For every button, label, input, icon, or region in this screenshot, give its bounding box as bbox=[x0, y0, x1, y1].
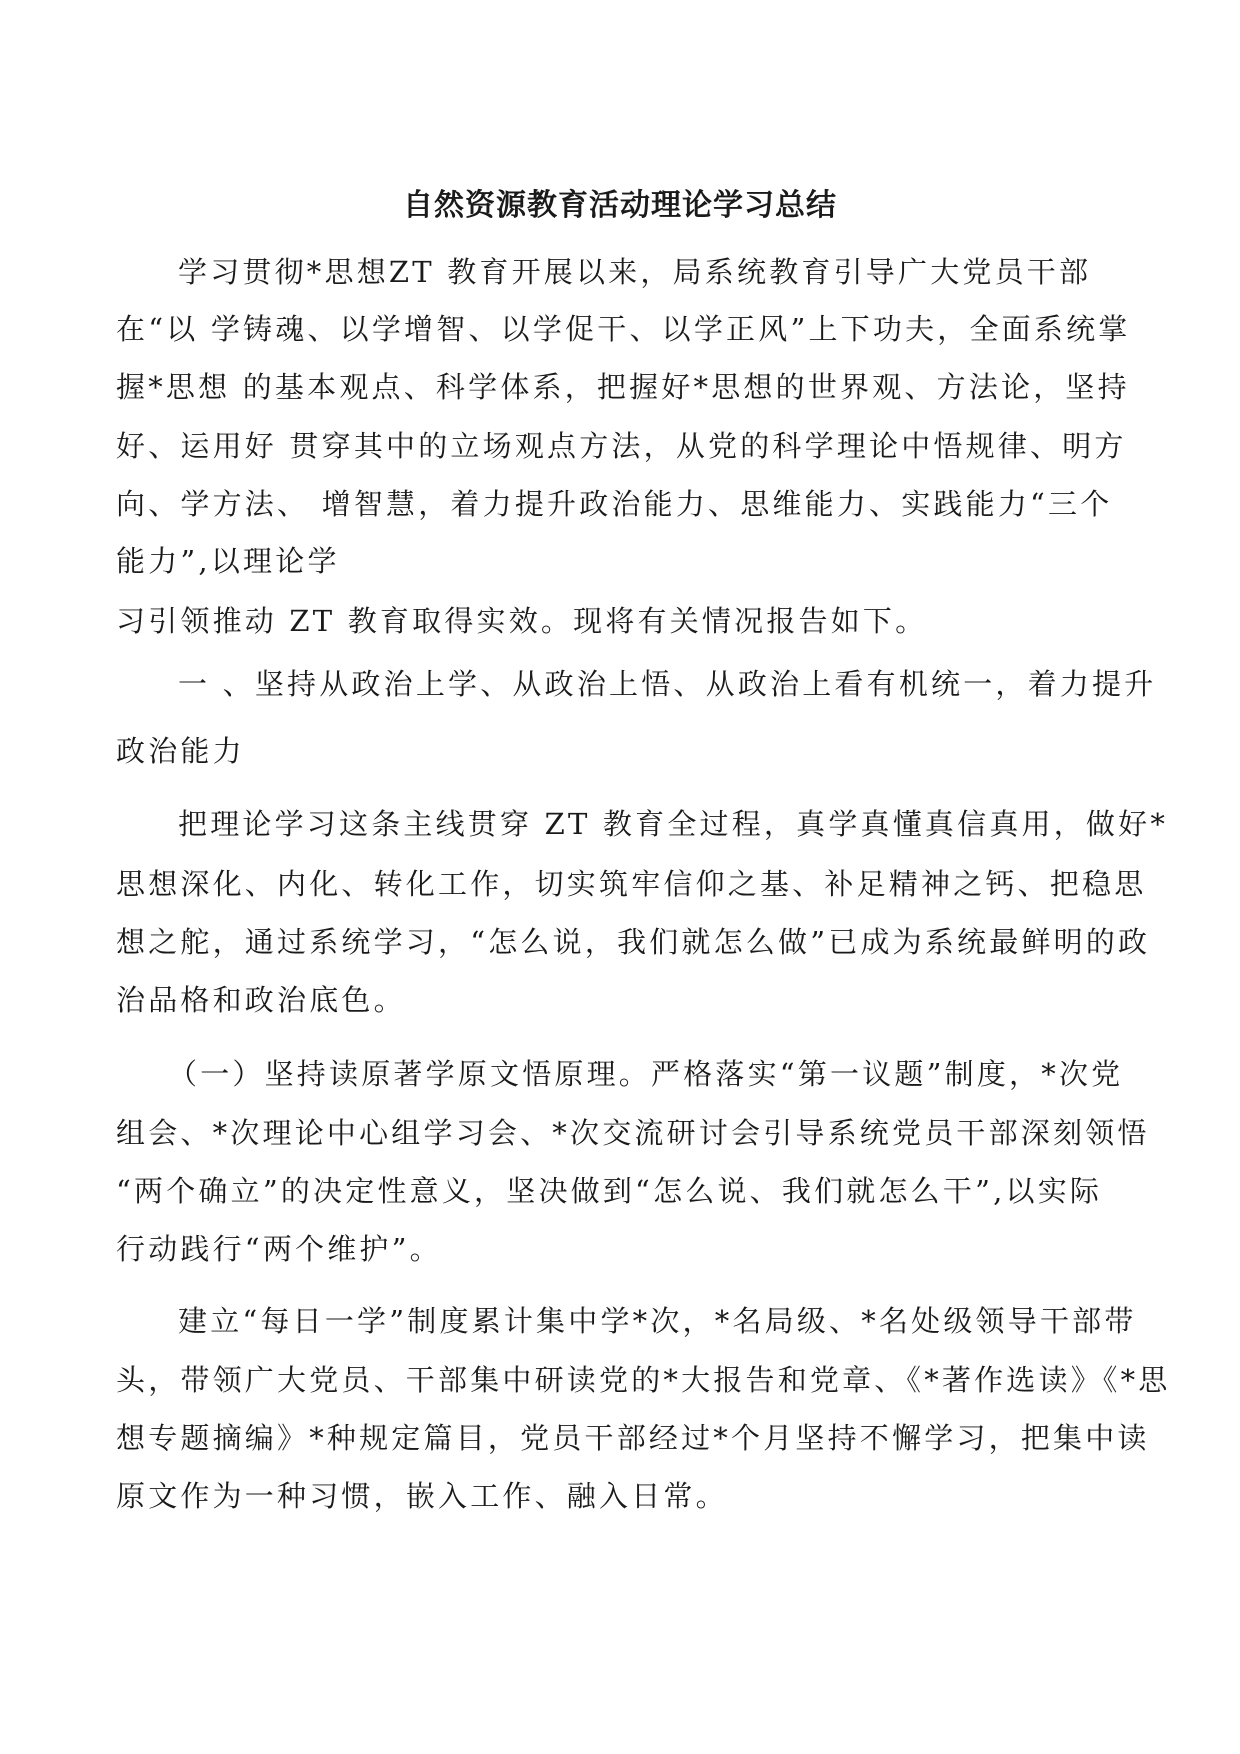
paragraph-line: 握*思想 的基本观点、科学体系，把握好*思想的世界观、方法论，坚持 bbox=[116, 370, 1130, 404]
paragraph-line: 学习贯彻*思想ZT 教育开展以来，局系统教育引导广大党员干部 bbox=[178, 255, 1092, 289]
paragraph-line: 组会、*次理论中心组学习会、*次交流研讨会引导系统党员干部深刻领悟 bbox=[116, 1116, 1150, 1150]
paragraph-line: “两个确立”的决定性意义，坚决做到“怎么说、我们就怎么干”,以实际 bbox=[116, 1174, 1103, 1208]
paragraph-line: 想专题摘编》*种规定篇目，党员干部经过*个月坚持不懈学习，把集中读 bbox=[116, 1421, 1150, 1455]
paragraph-line: 行动践行“两个维护”。 bbox=[116, 1232, 442, 1266]
paragraph-line: 建立“每日一学”制度累计集中学*次，*名局级、*名处级领导干部带 bbox=[178, 1304, 1137, 1338]
section-heading-line: 一 、坚持从政治上学、从政治上悟、从政治上看有机统一，着力提升 bbox=[178, 667, 1157, 701]
paragraph-line: 治品格和政治底色。 bbox=[116, 983, 406, 1017]
paragraph-line: 头，带领广大党员、干部集中研读党的*大报告和党章、《*著作选读》《*思 bbox=[116, 1363, 1171, 1397]
paragraph-line: 能力”,以理论学 bbox=[116, 544, 340, 578]
paragraph-line: 在“以 学铸魂、以学增智、以学促干、以学正风”上下功夫，全面系统掌 bbox=[116, 312, 1131, 346]
paragraph-line: 想之舵，通过系统学习，“怎么说，我们就怎么做”已成为系统最鲜明的政 bbox=[116, 925, 1151, 959]
paragraph-line: 思想深化、内化、转化工作，切实筑牢信仰之基、补足精神之钙、把稳思 bbox=[116, 867, 1147, 901]
section-heading-line: 政治能力 bbox=[116, 734, 245, 768]
paragraph-line: 好、运用好 贯穿其中的立场观点方法，从党的科学理论中悟规律、明方 bbox=[116, 429, 1127, 463]
paragraph-line: 习引领推动 ZT 教育取得实效。现将有关情况报告如下。 bbox=[116, 604, 928, 638]
document-title: 自然资源教育活动理论学习总结 bbox=[403, 188, 837, 223]
paragraph-line: （一）坚持读原著学原文悟原理。严格落实“第一议题”制度，*次党 bbox=[168, 1057, 1124, 1091]
paragraph-line: 原文作为一种习惯，嵌入工作、融入日常。 bbox=[116, 1479, 728, 1513]
paragraph-line: 向、学方法、 增智慧，着力提升政治能力、思维能力、实践能力“三个 bbox=[116, 487, 1113, 521]
paragraph-line: 把理论学习这条主线贯穿 ZT 教育全过程，真学真懂真信真用，做好* bbox=[178, 807, 1169, 841]
